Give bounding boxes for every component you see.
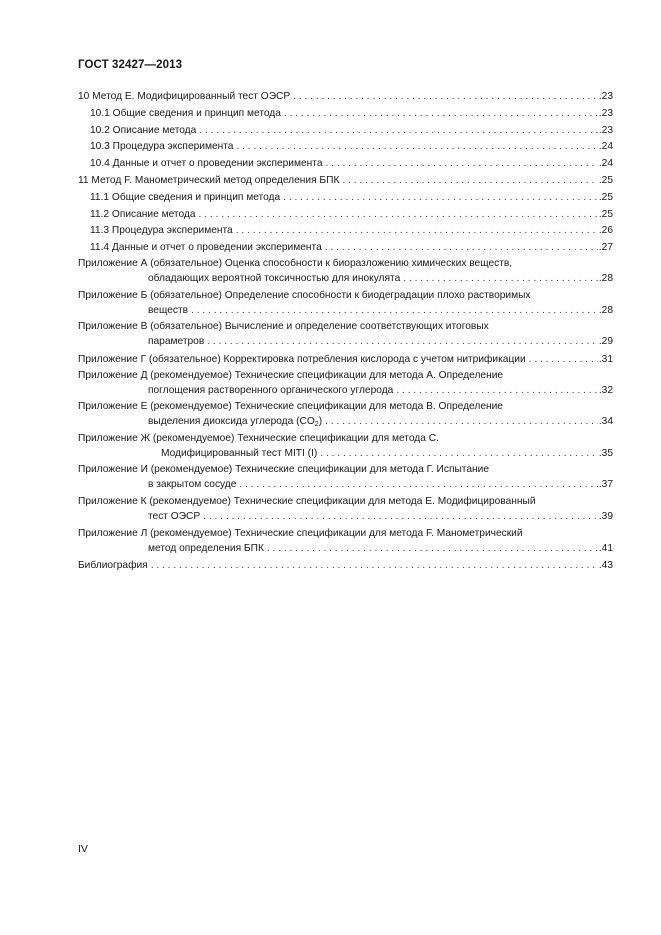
toc-entry-annex-b[interactable] xyxy=(78,289,613,321)
toc-page: .24 xyxy=(598,158,613,170)
toc-page: .25 xyxy=(598,191,613,203)
toc-label: Приложение В (обязательное) Вычисление и определение соответствующих итоговых xyxy=(78,321,489,333)
toc-entry-11-2[interactable] xyxy=(78,207,613,224)
toc-page: .23 xyxy=(598,124,613,136)
toc-label: Приложение К (рекомендуемое) Технические спецификации для метода Е. Модифицированный xyxy=(78,495,536,507)
toc-label: 10.4 Данные и отчет о проведении эксперимента xyxy=(90,158,323,170)
toc-page: .39 xyxy=(598,510,613,522)
toc-entry-10-2[interactable] xyxy=(78,123,613,140)
toc-page: .26 xyxy=(598,225,613,237)
toc-label: Приложение Е (рекомендуемое) Технические спецификации для метода В. Определение xyxy=(78,401,503,413)
toc-entry-annex-a[interactable] xyxy=(78,257,613,289)
toc-label-cont: метод определения БПК xyxy=(148,542,264,554)
toc-entry-11[interactable] xyxy=(78,173,613,190)
toc-label: 11 Метод F. Манометрический метод определения БПК xyxy=(78,174,340,186)
toc-label: Приложение Л (рекомендуемое) Технические спецификации для метода F. Манометрический xyxy=(78,527,523,539)
toc-page: .43 xyxy=(598,560,613,572)
toc-label: Приложение Д (рекомендуемое) Технические спецификации для метода А. Определение xyxy=(78,369,504,381)
toc-page: .25 xyxy=(598,208,613,220)
toc-label: 11.1 Общие сведения и принцип метода xyxy=(90,191,281,203)
toc-label: 11.2 Описание метода xyxy=(90,208,196,220)
toc-page: .24 xyxy=(598,141,613,153)
toc-entry-10[interactable] xyxy=(78,89,613,106)
toc-label-cont: Модифицированный тест MITI (I) xyxy=(161,447,318,459)
toc-label-cont: в закрытом сосуде xyxy=(148,479,237,491)
toc-page: .28 xyxy=(598,304,613,316)
toc-page: .35 xyxy=(598,447,613,459)
toc-entry-11-4[interactable] xyxy=(78,240,613,257)
toc-entry-annex-v[interactable] xyxy=(78,320,613,352)
toc-page: .23 xyxy=(598,107,613,119)
toc-label: Приложение А (обязательное) Оценка способности к биоразложению химических веществ, xyxy=(78,257,513,269)
toc-entry-annex-e[interactable] xyxy=(78,400,613,432)
toc-entry-11-1[interactable] xyxy=(78,190,613,207)
toc-label: Приложение И (рекомендуемое) Технические спецификации для метода Г. Испытание xyxy=(78,464,490,476)
toc-page: .37 xyxy=(598,479,613,491)
toc-label: 11.4 Данные и отчет о проведении эксперимента xyxy=(90,242,322,254)
toc-entry-annex-k[interactable] xyxy=(78,495,613,527)
toc-page: .29 xyxy=(598,336,613,348)
toc-page: .28 xyxy=(598,272,613,284)
table-of-contents xyxy=(78,89,613,575)
toc-label-cont: тест ОЭСР xyxy=(148,510,201,522)
toc-page: .41 xyxy=(598,542,613,554)
toc-label: Приложение Б (обязательное) Определение способности к биодеградации плохо растворимых xyxy=(78,289,531,301)
page-number: IV xyxy=(78,843,88,855)
toc-label-cont: обладающих вероятной токсичностью для инокулята xyxy=(148,272,401,284)
toc-label: Приложение Ж (рекомендуемое) Технические спецификации для метода С. xyxy=(78,432,439,444)
toc-label: Приложение Г (обязательное) Корректировка потребления кислорода с учетом нитрификации xyxy=(78,353,526,365)
toc-label: 11.3 Процедура эксперимента xyxy=(90,225,233,237)
toc-entry-annex-g[interactable] xyxy=(78,352,613,369)
toc-entry-bibliography[interactable] xyxy=(78,558,613,575)
toc-page: .34 xyxy=(598,416,613,428)
toc-label: 10.2 Описание метода xyxy=(90,124,197,136)
toc-label: 10.1 Общие сведения и принцип метода xyxy=(90,107,281,119)
toc-entry-annex-l[interactable] xyxy=(78,527,613,559)
toc-label-cont: выделения диоксида углерода $(CO_2)$ xyxy=(148,416,323,429)
toc-label: Библиография xyxy=(78,560,148,572)
toc-label: 10.3 Процедура эксперимента xyxy=(90,141,234,153)
toc-page: .32 xyxy=(598,384,613,396)
toc-page: .25 xyxy=(598,174,613,186)
toc-label-cont: веществ xyxy=(148,304,189,316)
toc-entry-11-3[interactable] xyxy=(78,223,613,240)
toc-page: .31 xyxy=(598,353,613,365)
toc-label-cont: параметров xyxy=(148,336,205,348)
toc-label-cont: поглощения растворенного органического углерода xyxy=(148,384,394,396)
standard-title: ГОСТ 32427—2013 xyxy=(78,59,183,71)
toc-label: 10 Метод Е. Модифицированный тест ОЭСР xyxy=(78,91,291,102)
toc-entry-10-4[interactable] xyxy=(78,156,613,173)
toc-page: .23 xyxy=(598,91,613,102)
toc-entry-10-3[interactable] xyxy=(78,139,613,156)
toc-entry-annex-zh[interactable] xyxy=(78,432,613,464)
toc-entry-10-1[interactable] xyxy=(78,106,613,123)
toc-page: .27 xyxy=(598,242,613,254)
toc-entry-annex-i[interactable] xyxy=(78,463,613,495)
toc-entry-annex-d[interactable] xyxy=(78,369,613,401)
